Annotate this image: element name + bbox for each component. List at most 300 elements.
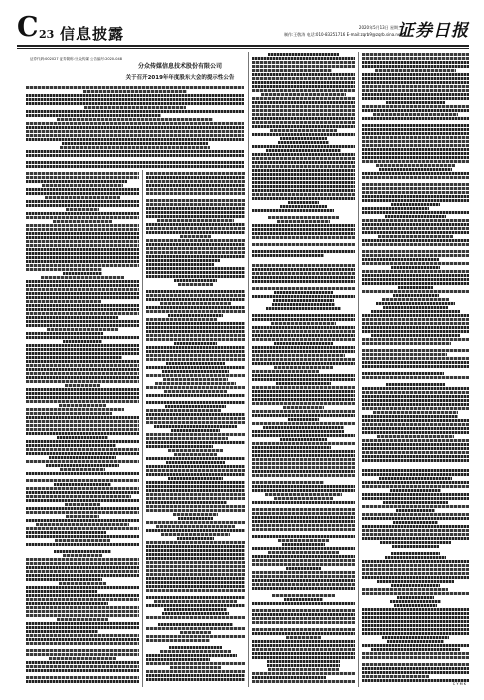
- text-line: [252, 169, 355, 172]
- text-line: [146, 188, 245, 191]
- text-line: [146, 417, 245, 420]
- text-line: [252, 563, 355, 566]
- text-line: [146, 394, 245, 397]
- text-line: [362, 644, 469, 647]
- text-line: [383, 501, 448, 504]
- text-line: [146, 553, 245, 556]
- text-line: [146, 674, 245, 677]
- text-line: [362, 652, 469, 655]
- text-line: [26, 224, 139, 227]
- text-line: [146, 485, 245, 488]
- text-line: [63, 554, 101, 557]
- text-line: [154, 600, 237, 603]
- text-line: [178, 283, 214, 286]
- text-line: [252, 236, 355, 239]
- text-line: [26, 172, 139, 175]
- text-line: [161, 533, 230, 536]
- text-line: [252, 57, 355, 60]
- notice-column: [252, 53, 355, 685]
- text-line: [252, 268, 355, 271]
- text-line: [378, 235, 454, 238]
- text-line: [146, 199, 245, 202]
- text-line: [252, 524, 355, 527]
- text-line: [26, 138, 244, 141]
- text-line: [146, 627, 245, 630]
- text-line: [146, 227, 245, 230]
- text-line: [26, 388, 139, 391]
- text-line: [26, 336, 139, 339]
- text-line: [26, 590, 97, 593]
- text-line: [26, 134, 244, 137]
- text-line: [146, 573, 245, 576]
- text-line: [26, 432, 139, 435]
- text-line: [26, 126, 244, 129]
- text-line: [178, 517, 213, 520]
- text-line: [362, 671, 469, 674]
- text-line: [26, 376, 139, 379]
- text-line: [383, 306, 448, 309]
- text-line: [146, 493, 245, 496]
- text-line: [26, 408, 124, 411]
- text-line: [57, 118, 214, 121]
- text-line: [252, 621, 355, 624]
- text-line: [362, 81, 469, 84]
- text-line: [252, 609, 355, 612]
- text-line: [168, 314, 223, 317]
- text-line: [263, 426, 343, 429]
- text-line: [252, 243, 355, 246]
- text-line: [252, 133, 355, 136]
- text-line: [390, 600, 440, 603]
- text-line: [252, 528, 355, 531]
- text-line: [163, 378, 228, 381]
- text-line: [26, 356, 122, 359]
- text-line: [362, 227, 469, 230]
- text-line: [252, 117, 355, 120]
- stock-info: 证券代码:002027 证券简称:分众传媒 公告编号:2020-048: [30, 57, 122, 61]
- text-line: [362, 128, 469, 131]
- text-line: [177, 537, 215, 540]
- text-line: [146, 421, 245, 424]
- text-line: [252, 474, 355, 477]
- text-line: [158, 623, 232, 626]
- text-line: [26, 448, 139, 451]
- text-line: [252, 398, 355, 401]
- text-line: [371, 334, 461, 337]
- text-line: [26, 180, 127, 183]
- issue-date: 2020年5月13日 星期三: [358, 25, 402, 30]
- text-line: [46, 464, 118, 467]
- section-number: 23: [39, 28, 55, 41]
- lead-notice-body: [26, 86, 244, 170]
- text-line: [146, 330, 245, 333]
- text-line: [26, 527, 139, 530]
- text-line: [252, 481, 324, 484]
- text-line: [252, 547, 355, 550]
- text-line: [362, 207, 429, 210]
- text-line: [162, 612, 229, 615]
- text-line: [362, 330, 469, 333]
- text-line: [266, 149, 341, 152]
- text-line: [84, 106, 186, 109]
- text-line: [362, 407, 469, 410]
- notice-title: 关于召开2019年年度股东大会的提示性公告: [125, 75, 235, 81]
- text-line: [252, 583, 355, 586]
- text-line: [362, 391, 469, 394]
- text-line: [26, 511, 139, 514]
- text-line: [26, 543, 139, 546]
- text-line: [362, 469, 469, 472]
- text-line: [26, 400, 139, 403]
- text-line: [146, 604, 245, 607]
- editor-contact: 制作:王敬涛 电话:010-83251716 E-mail:zqrb9@zqrb.sina.net: [283, 32, 402, 37]
- text-line: [252, 410, 355, 413]
- text-line: [362, 278, 469, 281]
- text-line: [160, 302, 230, 305]
- text-line: [146, 569, 245, 572]
- text-line: [288, 418, 320, 421]
- text-line: [362, 318, 469, 321]
- text-line: [252, 89, 355, 92]
- text-line: [26, 519, 139, 522]
- text-line: [362, 65, 469, 68]
- text-line: [26, 444, 116, 447]
- text-line: [252, 113, 355, 116]
- text-line: [165, 405, 225, 408]
- text-line: [146, 409, 221, 412]
- text-line: [26, 114, 161, 117]
- text-line: [362, 262, 469, 265]
- text-line: [65, 384, 100, 387]
- text-line: [146, 298, 245, 301]
- text-line: [26, 653, 139, 656]
- text-line: [261, 93, 345, 96]
- text-line: [385, 556, 446, 559]
- text-line: [146, 318, 217, 321]
- text-line: [146, 223, 245, 226]
- text-line: [362, 156, 469, 159]
- text-line: [26, 420, 139, 423]
- text-line: [166, 461, 224, 464]
- text-line: [146, 294, 245, 297]
- text-line: [26, 260, 139, 263]
- text-line: [252, 276, 355, 279]
- text-line: [26, 372, 139, 375]
- text-line: [26, 594, 139, 597]
- text-line: [26, 204, 139, 207]
- text-line: [362, 199, 469, 202]
- text-line: [362, 427, 469, 430]
- text-line: [180, 631, 211, 634]
- text-line: [362, 176, 469, 179]
- text-line: [146, 267, 245, 270]
- text-line: [252, 559, 355, 562]
- text-line: [266, 307, 340, 310]
- text-line: [252, 109, 355, 112]
- text-line: [272, 303, 335, 306]
- text-line: [362, 211, 469, 214]
- text-line: [146, 184, 245, 187]
- text-line: [252, 85, 355, 88]
- text-line: [252, 157, 355, 160]
- text-line: [146, 366, 245, 369]
- text-line: [362, 148, 469, 151]
- text-line: [146, 350, 245, 353]
- text-line: [146, 322, 245, 325]
- text-line: [362, 160, 469, 163]
- text-line: [146, 565, 245, 568]
- text-line: [252, 295, 355, 298]
- text-line: [362, 616, 469, 619]
- text-line: [252, 512, 355, 515]
- text-line: [26, 472, 139, 475]
- text-line: [362, 588, 448, 591]
- text-line: [26, 368, 139, 371]
- text-line: [66, 208, 100, 211]
- text-line: [362, 455, 469, 458]
- text-line: [394, 604, 438, 607]
- text-line: [362, 560, 469, 563]
- text-line: [274, 342, 334, 345]
- text-line: [146, 662, 245, 665]
- text-line: [362, 77, 469, 80]
- text-line: [146, 549, 245, 552]
- text-line: [26, 380, 139, 383]
- text-line: [252, 458, 355, 461]
- notice-column: [146, 172, 245, 685]
- text-line: [26, 296, 139, 299]
- text-line: [26, 320, 139, 323]
- text-line: [252, 442, 355, 445]
- text-line: [362, 85, 469, 88]
- text-line: [26, 665, 139, 668]
- text-line: [362, 628, 469, 631]
- text-line: [42, 184, 122, 187]
- text-line: [252, 644, 355, 647]
- text-line: [362, 592, 469, 595]
- text-line: [252, 264, 355, 267]
- print-marks: C Y M K: [452, 682, 466, 686]
- text-line: [164, 608, 227, 611]
- text-line: [373, 411, 459, 414]
- section-letter: C: [17, 12, 39, 43]
- text-line: [26, 460, 139, 463]
- text-line: [26, 130, 244, 133]
- text-line: [252, 250, 355, 253]
- text-line: [146, 386, 245, 389]
- text-line: [362, 191, 469, 194]
- text-line: [26, 264, 139, 267]
- text-line: [362, 481, 469, 484]
- text-line: [26, 240, 139, 243]
- text-line: [57, 618, 108, 621]
- text-line: [252, 555, 355, 558]
- text-line: [26, 507, 139, 510]
- text-line: [362, 144, 469, 147]
- text-line: [171, 429, 220, 432]
- column-divider: [142, 170, 143, 687]
- text-line: [26, 586, 139, 589]
- text-line: [362, 443, 469, 446]
- text-line: [362, 473, 469, 476]
- text-line: [26, 630, 98, 633]
- text-line: [54, 550, 112, 553]
- text-line: [252, 77, 355, 80]
- text-line: [26, 200, 139, 203]
- text-line: [252, 602, 355, 605]
- text-line: [252, 61, 355, 64]
- text-line: [271, 322, 337, 325]
- text-line: [146, 247, 245, 250]
- text-line: [146, 557, 245, 560]
- text-line: [393, 521, 438, 524]
- text-line: [371, 648, 460, 651]
- text-line: [272, 594, 336, 597]
- text-line: [362, 195, 469, 198]
- text-line: [26, 558, 139, 561]
- text-line: [26, 94, 244, 97]
- text-line: [362, 250, 469, 253]
- text-line: [154, 425, 236, 428]
- text-line: [146, 401, 245, 404]
- text-line: [284, 598, 322, 601]
- text-line: [146, 263, 214, 266]
- text-line: [362, 231, 469, 234]
- text-line: [362, 342, 451, 345]
- text-line: [26, 150, 244, 153]
- text-line: [26, 248, 139, 251]
- text-line: [274, 497, 333, 500]
- text-line: [26, 332, 103, 335]
- text-line: [146, 469, 245, 472]
- text-line: [146, 561, 245, 564]
- text-line: [41, 276, 123, 279]
- text-line: [252, 326, 355, 329]
- text-line: [26, 292, 139, 295]
- text-line: [146, 457, 245, 460]
- text-line: [26, 216, 139, 219]
- text-line: [252, 81, 355, 84]
- text-line: [280, 438, 326, 441]
- text-line: [146, 346, 245, 349]
- text-line: [362, 439, 469, 442]
- text-line: [146, 207, 245, 210]
- text-line: [362, 612, 469, 615]
- text-line: [252, 430, 344, 433]
- text-line: [280, 205, 326, 208]
- text-line: [362, 124, 469, 127]
- text-line: [26, 531, 106, 534]
- text-line: [252, 632, 355, 635]
- text-line: [146, 215, 245, 218]
- text-line: [146, 437, 228, 440]
- text-line: [252, 125, 355, 128]
- text-line: [282, 543, 324, 546]
- text-line: [146, 654, 237, 657]
- text-line: [252, 374, 355, 377]
- text-line: [391, 203, 439, 206]
- text-line: [252, 508, 355, 511]
- section-title: 信息披露: [60, 25, 125, 43]
- text-line: [174, 453, 217, 456]
- text-line: [26, 479, 139, 482]
- text-line: [390, 489, 440, 492]
- text-line: [362, 93, 469, 96]
- text-line: [26, 416, 139, 419]
- text-line: [146, 354, 245, 357]
- text-line: [146, 481, 245, 484]
- text-line: [362, 431, 469, 434]
- text-line: [146, 589, 245, 592]
- text-line: [362, 568, 469, 571]
- text-line: [26, 428, 139, 431]
- text-line: [362, 517, 469, 520]
- text-line: [146, 290, 245, 293]
- text-line: [362, 505, 469, 508]
- text-line: [146, 326, 245, 329]
- text-line: [362, 533, 469, 536]
- text-line: [362, 290, 469, 293]
- text-line: [362, 314, 469, 317]
- text-line: [386, 383, 445, 386]
- text-line: [164, 390, 226, 393]
- text-line: [252, 656, 355, 659]
- text-line: [252, 394, 355, 397]
- text-line: [362, 361, 469, 364]
- text-line: [288, 201, 319, 204]
- text-line: [146, 473, 245, 476]
- text-line: [376, 164, 454, 167]
- text-line: [362, 624, 469, 627]
- text-line: [376, 302, 454, 305]
- text-line: [146, 581, 245, 584]
- text-line: [26, 98, 244, 101]
- text-line: [26, 312, 139, 315]
- text-line: [252, 69, 332, 72]
- text-line: [26, 499, 139, 502]
- text-line: [362, 274, 469, 277]
- text-line: [362, 152, 469, 155]
- text-line: [252, 181, 355, 184]
- text-line: [180, 235, 211, 238]
- text-line: [26, 192, 139, 195]
- text-line: [168, 477, 223, 480]
- text-line: [26, 535, 139, 538]
- text-line: [26, 352, 139, 355]
- text-line: [174, 342, 218, 345]
- text-line: [362, 632, 469, 635]
- text-line: [396, 509, 436, 512]
- text-line: [362, 447, 469, 450]
- text-line: [146, 489, 245, 492]
- text-line: [26, 256, 139, 259]
- text-line: [26, 154, 244, 157]
- text-line: [146, 505, 245, 508]
- text-line: [362, 564, 469, 567]
- text-line: [362, 105, 469, 108]
- text-line: [146, 306, 245, 309]
- text-line: [252, 640, 355, 643]
- text-line: [26, 626, 139, 629]
- text-line: [252, 145, 355, 148]
- text-line: [252, 450, 355, 453]
- text-line: [57, 436, 108, 439]
- text-line: [26, 280, 139, 283]
- text-line: [362, 608, 469, 611]
- text-line: [146, 176, 245, 179]
- text-line: [173, 513, 218, 516]
- text-line: [362, 89, 469, 92]
